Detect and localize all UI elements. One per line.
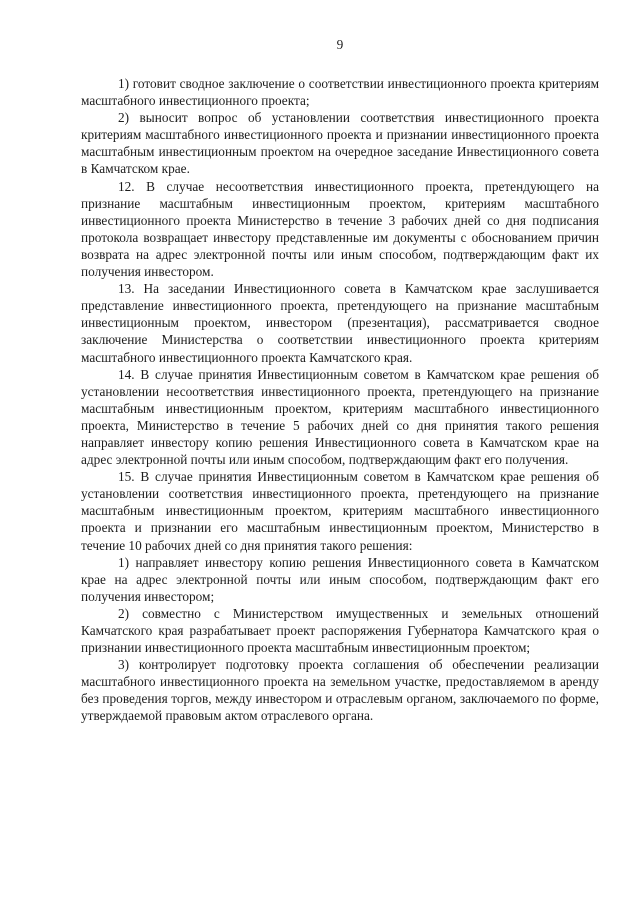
paragraph-item-1: 1) готовит сводное заключение о соответствии инвестиционного проекта критериям масштабного инвестиционного проекта; (81, 76, 599, 109)
paragraph-clause-15-item-3: 3) контролирует подготовку проекта соглашения об обеспечении реализации масштабного инвестиционного проекта на земельном участке, предоставляемом в аренду без проведения торгов, между инвестором и отраслевым органом, заключаемого по форме, утверждаемой правовым актом отраслевого органа. (81, 657, 599, 724)
paragraph-item-2: 2) выносит вопрос об установлении соответствия инвестиционного проекта критериям масштабного инвестиционного проекта и признании инвестиционного проекта масштабным инвестиционным проектом на очередное заседание Инвестиционного совета в Камчатском крае. (81, 110, 599, 177)
paragraph-clause-12: 12. В случае несоответствия инвестиционного проекта, претендующего на признание масштабным инвестиционным проектом, критериям масштабного инвестиционного проекта Министерство в течение 3 рабочих дней со дня подписания протокола возвращает инвестору представленные им документы с обоснованием причин возврата на адрес электронной почты или иным способом, подтверждающим факт их получения инвестором. (81, 178, 599, 280)
paragraph-clause-14: 14. В случае принятия Инвестиционным советом в Камчатском крае решения об установлении несоответствия инвестиционного проекта, претендующего на признание масштабным инвестиционным проектом, критериям масштабного инвестиционного проекта, Министерство в течение 5 рабочих дней со дня принятия такого решения направляет инвестору копию решения Инвестиционного совета в Камчатском крае на адрес электронной почты или иным способом, подтверждающим факт его получения. (81, 366, 599, 468)
page-number: 9 (336, 37, 344, 52)
paragraph-clause-13: 13. На заседании Инвестиционного совета в Камчатском крае заслушивается представление инвестиционного проекта, претендующего на признание масштабным инвестиционным проектом, инвестором (презентация), рассматривается сводное заключение Министерства о соответствии инвестиционного проекта критериям масштабного инвестиционного проекта Камчатского края. (81, 281, 599, 365)
paragraph-clause-15-item-1: 1) направляет инвестору копию решения Инвестиционного совета в Камчатском крае на адрес электронной почты или иным способом, подтверждающим факт его получения инвестором; (81, 554, 599, 604)
paragraph-clause-15-item-2: 2) совместно с Министерством имущественных и земельных отношений Камчатского края разрабатывает проект распоряжения Губернатора Камчатского края о признании инвестиционного проекта масштабным инвестиционным проектом; (81, 605, 599, 656)
paragraph-clause-15: 15. В случае принятия Инвестиционным советом в Камчатском крае решения об установлении соответствия инвестиционного проекта, претендующего на признание масштабным инвестиционным проектом, критериям масштабного инвестиционного проекта и признании его масштабным инвестиционным проектом, Министерство в течение 10 рабочих дней со дня принятия такого решения: (81, 469, 599, 553)
